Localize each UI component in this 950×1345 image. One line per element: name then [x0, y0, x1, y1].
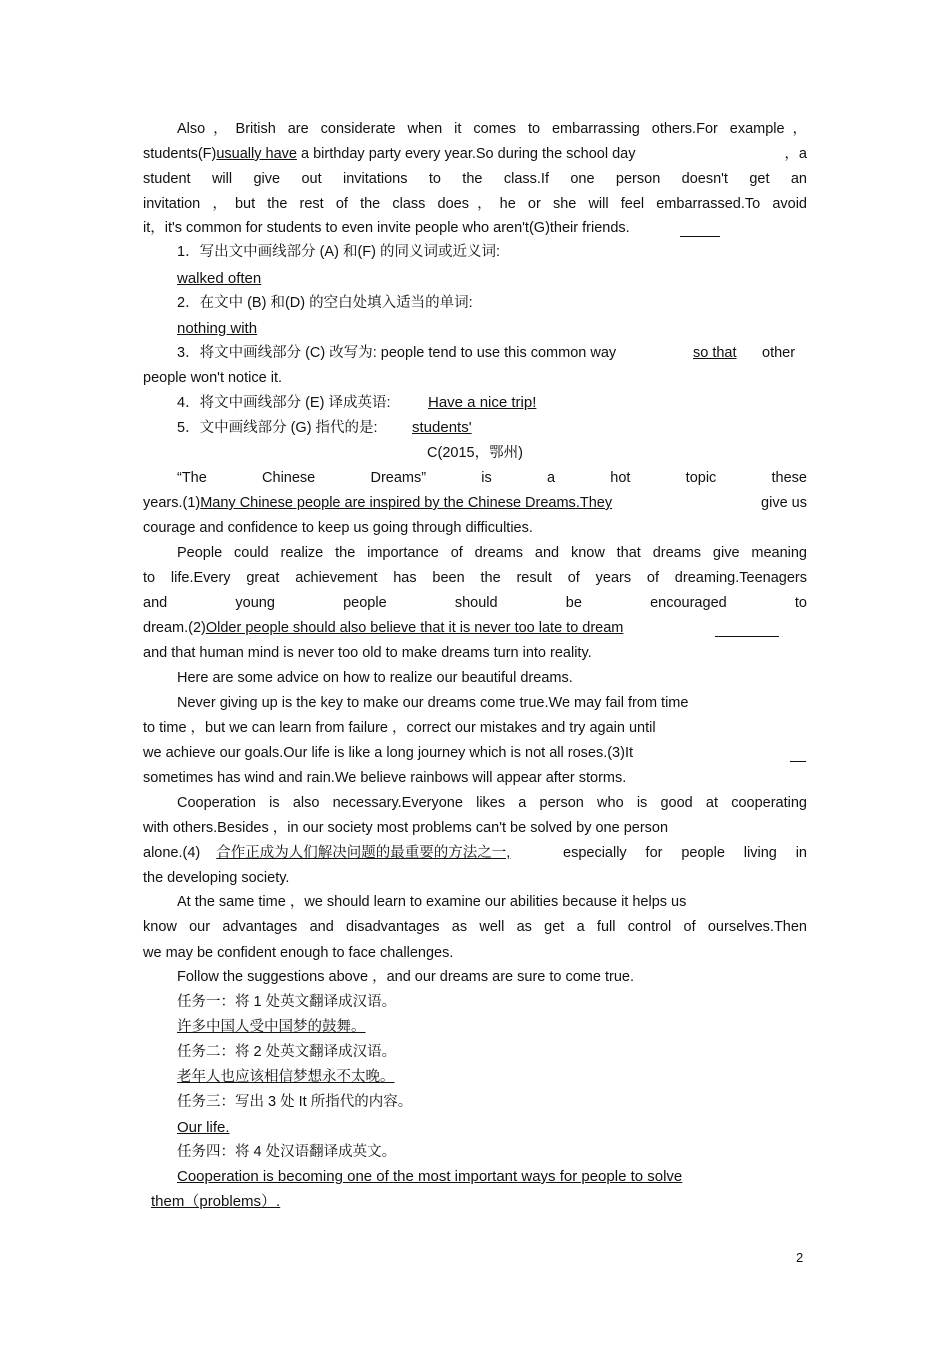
paragraph-line: student will give out invitations to the class.If one person doesn't get an: [143, 171, 807, 187]
paragraph-line: Here are some advice on how to realize our beautiful dreams.: [177, 670, 573, 686]
underlined-sentence-1: Many Chinese people are inspired by the Chinese Dreams: [200, 495, 576, 511]
question-3: 3．将文中画线部分 (C) 改写为: people tend to use this common way so that other: [177, 345, 796, 361]
blank-line: [790, 761, 806, 762]
question-5: 5．文中画线部分 (G) 指代的是: students': [177, 419, 472, 436]
paragraph-line: to time ，but we can learn from failure ，correct our mistakes and try again until: [143, 720, 656, 736]
paragraph-line: “The Chinese Dreams” is a hot topic these: [177, 470, 807, 486]
paragraph-line: and young people should be encouraged to: [143, 595, 807, 611]
paragraph-line: dream.(2)Older people should also believe that it is never too late to dream: [143, 618, 807, 638]
passage-heading: C(2015，鄂州): [427, 445, 523, 461]
paragraph-line: People could realize the importance of dreams and know that dreams give meaning: [177, 545, 807, 561]
paragraph-line: years.(1)Many Chinese people are inspired by the Chinese Dreams.They give us: [143, 495, 807, 511]
paragraph-line: the developing society.: [143, 870, 290, 886]
paragraph-line: to life.Every great achievement has been the result of years of dreaming.Teenagers: [143, 570, 807, 586]
paragraph-line: and that human mind is never too old to make dreams turn into reality.: [143, 645, 592, 661]
task-3-answer: Our life.: [177, 1119, 230, 1136]
underlined-sentence-4: 合作正成为人们解决问题的最重要的方法之一,: [216, 845, 511, 861]
paragraph-line: At the same time ，we should learn to examine our abilities because it helps us: [177, 894, 687, 910]
paragraph-line: Follow the suggestions above ，and our dreams are sure to come true.: [177, 969, 634, 985]
paragraph-line: with others.Besides ，in our society most problems can't be solved by one person: [143, 820, 669, 836]
paragraph-line: we achieve our goals.Our life is like a long journey which is not all roses.(3)It: [143, 743, 807, 763]
task-2: 任务二：将 2 处英文翻译成汉语。: [177, 1044, 397, 1060]
paragraph-line: Cooperation is also necessary.Everyone likes a person who is good at cooperating: [177, 795, 807, 811]
answer-3: so that: [693, 345, 737, 361]
blank-line: [739, 636, 779, 637]
question-4: 4．将文中画线部分 (E) 译成英语: Have a nice trip!: [177, 394, 537, 411]
answer-5: students': [412, 419, 472, 436]
task-4-answer-cont: them（problems）.: [151, 1193, 281, 1210]
task-1-answer: 许多中国人受中国梦的鼓舞。: [177, 1019, 366, 1035]
text-run: ，a: [784, 146, 807, 162]
task-1: 任务一：将 1 处英文翻译成汉语。: [177, 994, 397, 1010]
paragraph-line: we may be confident enough to face challenges.: [143, 945, 454, 961]
paragraph-line: sometimes has wind and rain.We believe rainbows will appear after storms.: [143, 770, 627, 786]
paragraph-line: [143, 144, 807, 164]
task-4-answer: Cooperation is becoming one of the most important ways for people to solve: [177, 1168, 683, 1185]
question-3-cont: people won't notice it.: [143, 370, 282, 386]
underlined-sentence-2: Older people should also believe that it is never too late to dream: [205, 620, 624, 636]
answer-4: Have a nice trip!: [428, 394, 537, 411]
task-2-answer: 老年人也应该相信梦想永不太晚。: [177, 1069, 395, 1085]
text-run: a birthday party every year.So during the school day: [296, 146, 636, 162]
blank-line: [680, 236, 720, 237]
paragraph-line: invitation ，but the rest of the class does，he or she will feel embarrassed.To avoid: [143, 196, 807, 212]
paragraph-line: alone.(4) 合作正成为人们解决问题的最重要的方法之一, especially for people living in: [143, 845, 807, 861]
task-4: 任务四：将 4 处汉语翻译成英文。: [177, 1144, 397, 1160]
underlined-phrase-f: usually have: [216, 146, 297, 162]
task-3: 任务三：写出 3 处 It 所指代的内容。: [177, 1094, 413, 1110]
text-run: other: [762, 345, 796, 361]
page-number: 2: [796, 1250, 804, 1265]
answer-2: nothing with: [177, 320, 258, 337]
paragraph-line: [143, 218, 807, 238]
question-2: 2．在文中 (B) 和(D) 的空白处填入适当的单词:: [177, 295, 473, 311]
paragraph-line: Also，British are considerate when it comes to embarrassing others.For example，: [177, 121, 807, 137]
paragraph-line: courage and confidence to keep us going through difficulties.: [143, 520, 533, 536]
text-run: students(F): [143, 146, 217, 162]
paragraph-line: Never giving up is the key to make our dreams come true.We may fail from time: [177, 695, 689, 711]
question-1: 1．写出文中画线部分 (A) 和(F) 的同义词或近义词:: [177, 244, 501, 260]
text-run: it，it's common for students to even invite people who aren't(G)their friends.: [143, 220, 630, 236]
paragraph-line: know our advantages and disadvantages as well as get a full control of ourselves.Then: [143, 919, 807, 935]
answer-1: walked often: [177, 270, 262, 287]
